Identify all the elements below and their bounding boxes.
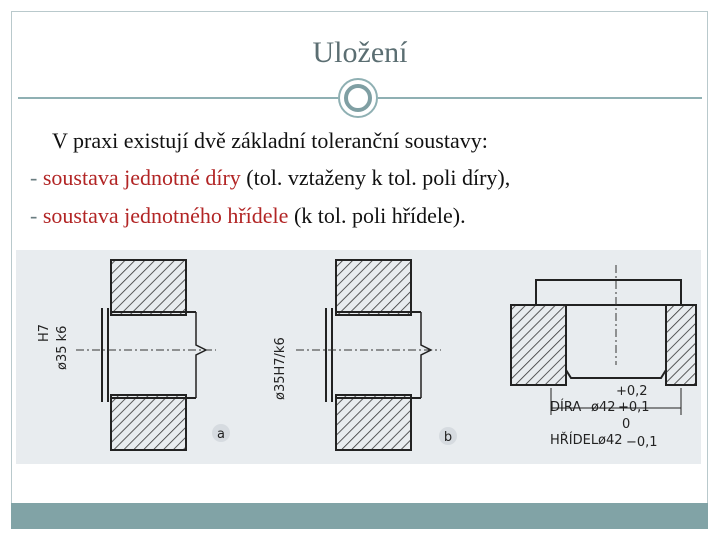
hole-label: DÍRA	[550, 400, 582, 415]
shaft-value: ø42	[598, 433, 623, 448]
label-b: b	[443, 430, 453, 445]
bullet-shaft-basis	[30, 203, 466, 229]
label-a: a	[217, 427, 225, 442]
dim-a-h7: H7	[37, 323, 52, 342]
circle-ornament-icon	[338, 78, 378, 118]
dim-a: ø35 k6	[55, 325, 70, 370]
drawing-a	[37, 260, 230, 450]
footer-bar	[11, 503, 708, 529]
drawing-b	[273, 260, 457, 450]
hole-upper: +0,1	[618, 400, 650, 415]
dim-b: ø35H7/k6	[273, 337, 288, 400]
title-divider-left	[18, 97, 338, 99]
bullet-dash: -	[30, 203, 38, 228]
title-divider-right	[378, 97, 702, 99]
tolerance-upper: +0,2	[616, 384, 648, 399]
shaft-lower: −0,1	[626, 435, 658, 450]
hole-value: ø42	[591, 400, 616, 415]
slide-title: Uložení	[312, 36, 408, 69]
bullet-rest: (k tol. poli hřídele).	[288, 203, 466, 228]
bullet-highlight: soustava jednotného hřídele	[42, 203, 289, 228]
intro-text: V praxi existují dvě základní toleranční soustavy:	[52, 128, 488, 153]
bullet-rest: (tol. vztaženy k tol. poli díry),	[240, 165, 511, 190]
bullet-highlight: soustava jednotné díry	[42, 165, 241, 190]
bullet-hole-basis	[30, 165, 510, 191]
fit-drawing-svg	[16, 250, 701, 464]
fit-drawing-image	[16, 250, 701, 464]
drawing-tolerance	[511, 265, 696, 450]
tolerance-zero: 0	[622, 417, 631, 432]
shaft-label: HŘÍDEL	[550, 433, 599, 448]
bullet-dash: -	[30, 165, 38, 190]
